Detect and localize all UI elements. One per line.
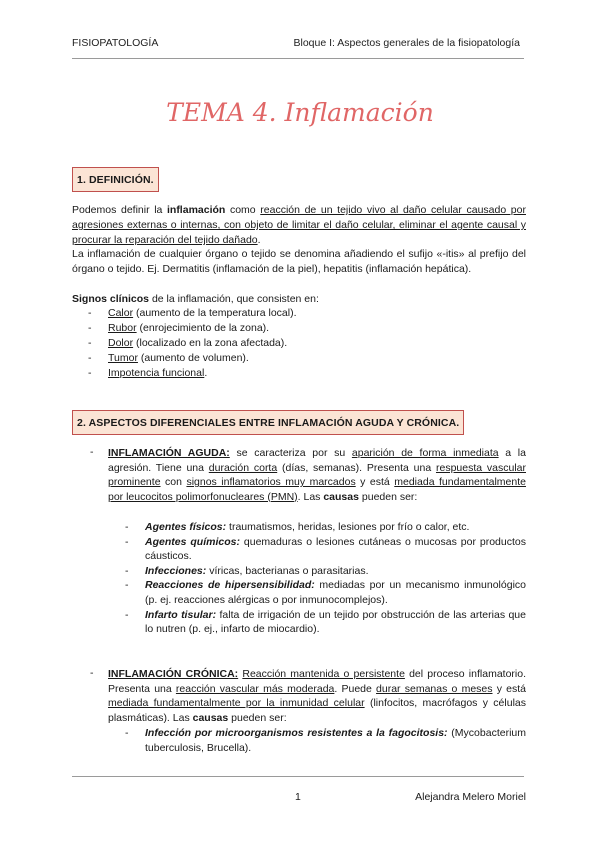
list-item: - Infecciones: víricas, bacterianas o parasitarias. <box>125 564 369 577</box>
list-item: - Infarto tisular: falta de irrigación de un tejido por obstrucción de las arterias que lo nutren (p. ej., infarto de miocardio). <box>125 608 526 636</box>
list-item: - Tumor (aumento de volumen). <box>88 352 249 364</box>
signs-list <box>88 306 508 381</box>
list-marker: - <box>90 667 94 679</box>
list-item: - Infección por microorganismos resistentes a la fagocitosis: (Mycobacterium tuberculosis, Brucella). <box>125 727 526 754</box>
cronica-paragraph: INFLAMACIÓN CRÓNICA: Reacción mantenida o persistente del proceso inflamatorio. Presenta una reacción vascular más moderada. Puede durar semanas o meses y está mediada fundamentalmente por la inmunidad celular (linfocitos, macrófagos y células plasmáticas). Las causas pueden ser: <box>108 668 527 724</box>
header-divider <box>72 58 524 59</box>
page-title: TEMA 4. Inflamación <box>166 98 434 127</box>
list-marker: - <box>90 446 94 458</box>
aguda-causes-list <box>125 520 526 637</box>
definition-paragraph: Podemos definir la inflamación como reacción de un tejido vivo al daño celular causado por agresiones externas o internas, con objeto de limitar el daño celular, eliminar el agente causal y procurar la reparación del tejido dañado. <box>72 204 526 246</box>
cronica-causes-list <box>125 726 526 755</box>
footer-author: Alejandra Melero Moriel <box>415 791 526 803</box>
suffix-paragraph: La inflamación de cualquier órgano o tejido se denomina añadiendo el sufijo «-itis» al prefijo del órgano o tejido. Ej. Dermatitis (inflamación de la piel), hepatitis (inflamación hepática). <box>72 248 526 275</box>
footer-divider <box>72 776 524 777</box>
header-block: Bloque I: Aspectos generales de la fisiopatología <box>293 37 520 49</box>
list-item: - Calor (aumento de la temperatura local). <box>88 307 297 319</box>
list-item: - Reacciones de hipersensibilidad: mediadas por un mecanismo inmunológico (p. ej. reacciones alérgicas o por inmunocomplejos). <box>125 579 526 606</box>
list-item: - Impotencia funcional. <box>88 367 208 379</box>
page-number: 1 <box>295 791 301 803</box>
list-item: - Dolor (localizado en la zona afectada). <box>88 337 288 349</box>
section-heading-aspectos: 2. ASPECTOS DIFERENCIALES ENTRE INFLAMACIÓN AGUDA Y CRÓNICA. <box>72 410 464 435</box>
aguda-paragraph: INFLAMACIÓN AGUDA: se caracteriza por su aparición de forma inmediata a la agresión. Tiene una duración corta (días, semanas). Presenta una respuesta vascular prominente con signos inflamatorios muy marcados y está mediada fundamentalmente por leucocitos polimorfonucleares (PMN). Las causas pueden ser: <box>108 447 526 503</box>
list-item: - Rubor (enrojecimiento de la zona). <box>88 322 270 334</box>
list-item: - Agentes químicos: quemaduras o lesiones cutáneas o mucosas por productos cáusticos. <box>125 535 526 563</box>
section-heading-definicion: 1. DEFINICIÓN. <box>72 167 159 192</box>
header-subject: FISIOPATOLOGÍA <box>72 37 159 49</box>
signs-intro: Signos clínicos de la inflamación, que consisten en: <box>72 293 319 305</box>
list-item: - Agentes físicos: traumatismos, heridas, lesiones por frío o calor, etc. <box>125 521 470 533</box>
